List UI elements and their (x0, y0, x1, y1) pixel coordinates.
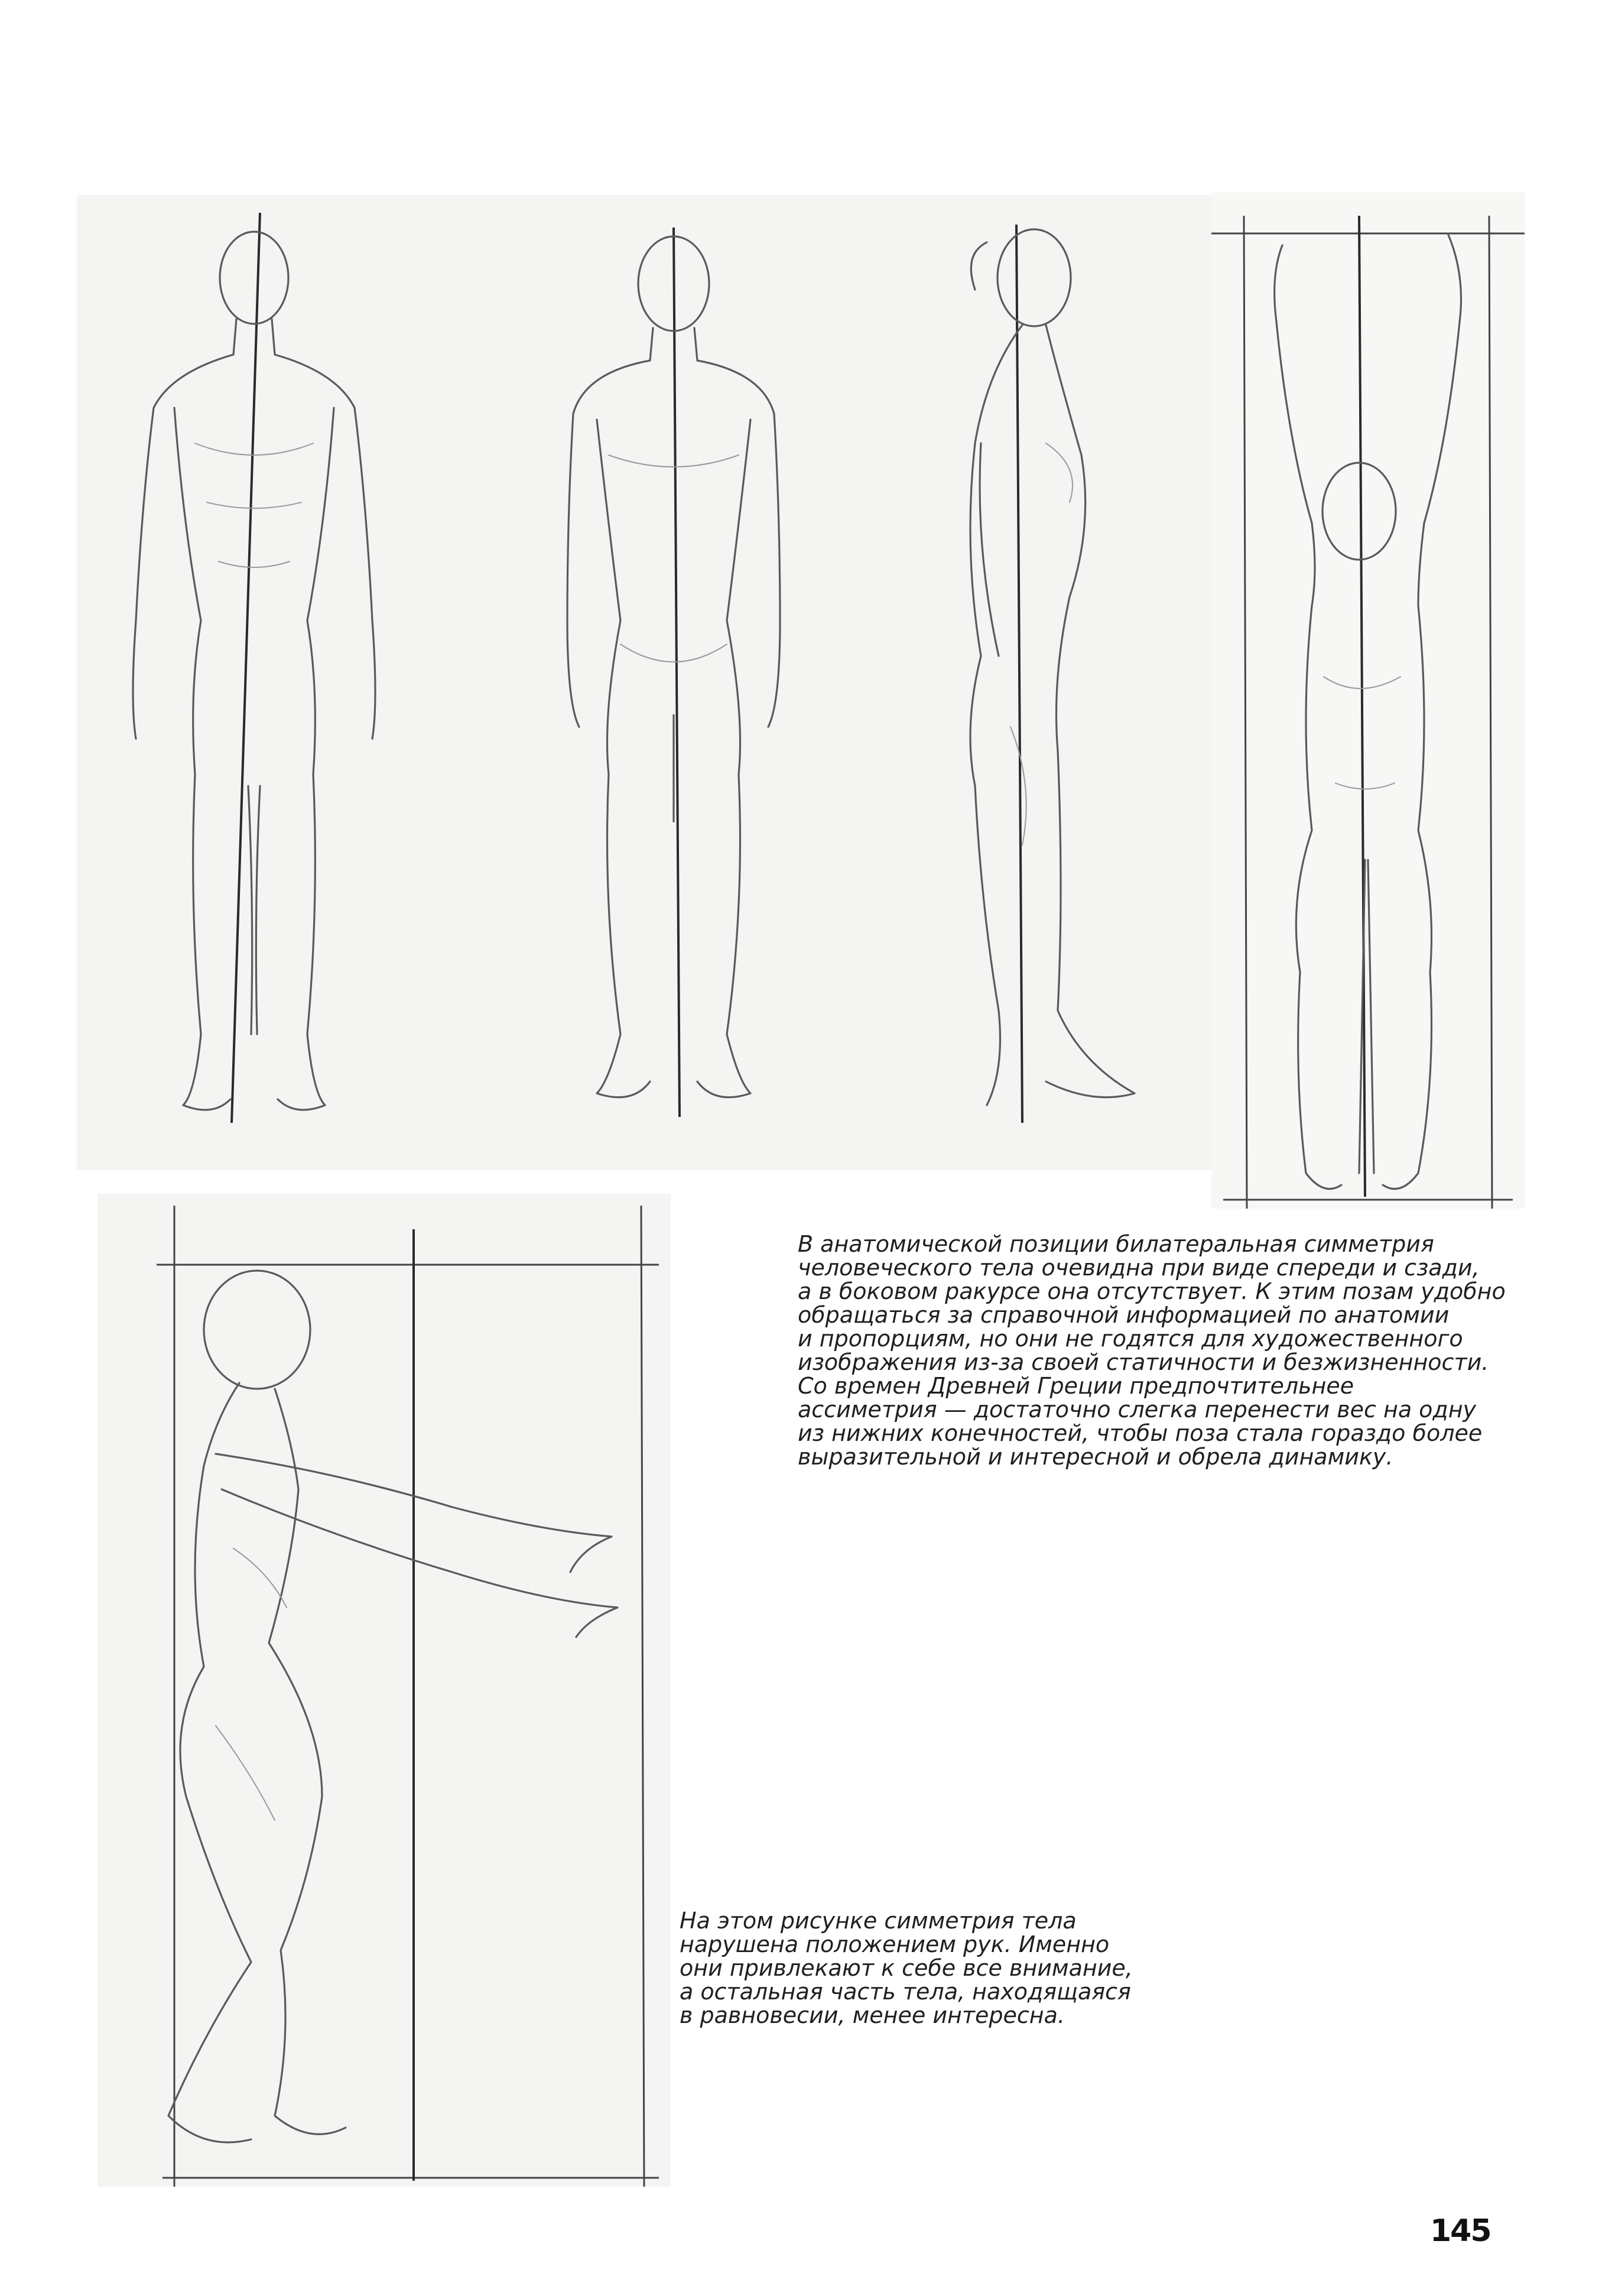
secondary-caption (680, 1908, 1133, 2028)
main-caption-line: человеческого тела очевидна при виде спереди и сзади, (798, 1255, 1480, 1281)
figure-drawing-outstretched-arms (98, 1194, 671, 2187)
figure-drawing-raised-arms (1211, 192, 1525, 1209)
main-caption-line: из нижних конечностей, чтобы поза стала гораздо более (798, 1420, 1483, 1446)
female-side-figure (970, 225, 1135, 1123)
male-front-figure (133, 213, 375, 1123)
page-number: 145 (1430, 2213, 1491, 2249)
outstretched-arms-sketch (98, 1194, 671, 2187)
standing-figures-sketch (77, 195, 1211, 1170)
main-caption-line: выразительной и интересной и обрела динамику. (798, 1444, 1393, 1470)
figure-drawings-standing (77, 195, 1211, 1170)
main-caption-line: и пропорциям, но они не годятся для художественного (798, 1326, 1463, 1352)
secondary-caption-line: в равновесии, менее интересна. (680, 2002, 1065, 2028)
main-caption-line: обращаться за справочной информацией по анатомии (798, 1302, 1450, 1328)
main-caption-line: Со времен Древней Греции предпочтительнее (798, 1373, 1354, 1399)
back-view-figure (567, 228, 780, 1117)
secondary-caption-line: они привлекают к себе все внимание, (680, 1955, 1133, 1981)
secondary-caption-line: а остальная часть тела, находящаяся (680, 1979, 1131, 2005)
secondary-caption-line: нарушена положением рук. Именно (680, 1931, 1110, 1957)
secondary-caption-line: На этом рисунке симметрия тела (680, 1908, 1077, 1934)
outstretched-arms-figure (168, 1271, 618, 2142)
main-caption-line: а в боковом ракурсе она отсутствует. К этим позам удобно (798, 1278, 1506, 1304)
main-caption (798, 1232, 1507, 1469)
main-caption-line: В анатомической позиции билатеральная симметрия (798, 1231, 1434, 1257)
main-caption-line: изображения из-за своей статичности и безжизненности. (798, 1349, 1489, 1375)
main-caption-line: ассиметрия — достаточно слегка перенести вес на одну (798, 1397, 1477, 1423)
raised-arms-sketch (1211, 192, 1525, 1209)
raised-arms-figure (1275, 233, 1461, 1189)
